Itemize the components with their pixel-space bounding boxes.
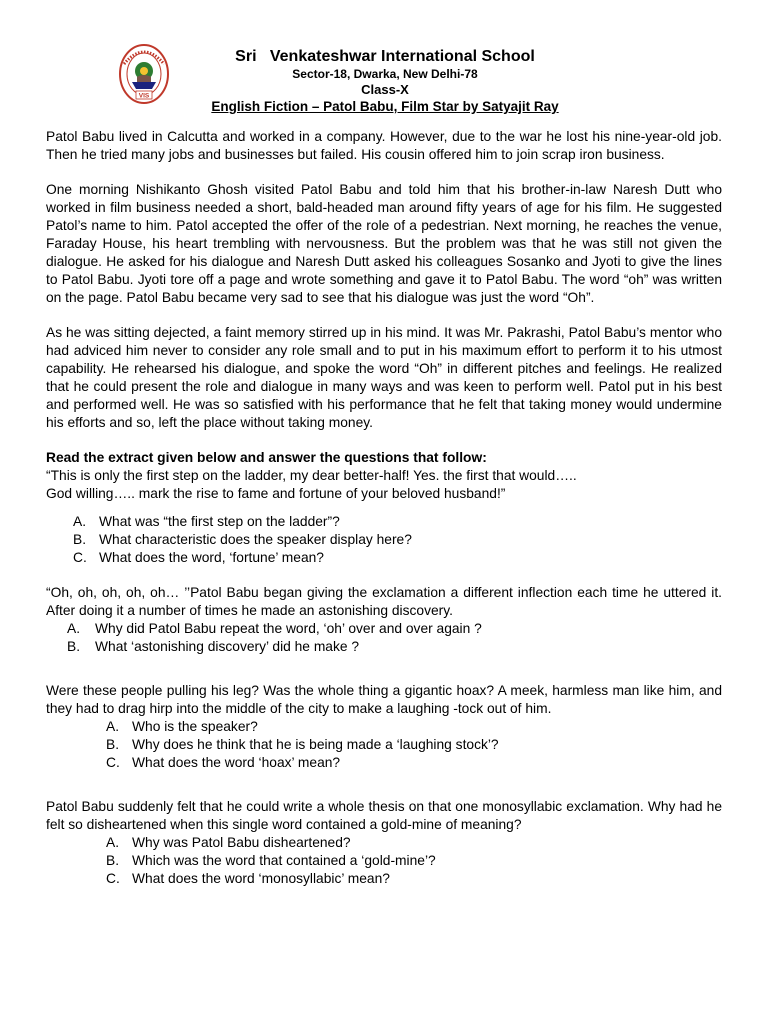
extract-3-text: Were these people pulling his leg? Was the whole thing a gigantic hoax? A meek, harmless man like him, and they had to drag hirp into the middle of the city to make a laughing -tock out of him. xyxy=(46,683,722,716)
extract-1 xyxy=(46,467,722,567)
question-text: What characteristic does the speaker display here? xyxy=(99,532,412,547)
question-item xyxy=(106,852,722,870)
extract-4 xyxy=(46,798,722,888)
question-text: Which was the word that contained a ‘gold-mine’? xyxy=(132,853,436,868)
extract-2-text: “Oh, oh, oh, oh, oh… ’’Patol Babu began giving the exclamation a different inflection each time he uttered it. After doing it a number of times he made an astonishing discovery. xyxy=(46,585,722,618)
extract-4-questions xyxy=(46,834,722,888)
summary-paragraph-3: As he was sitting dejected, a faint memory stirred up in his mind. It was Mr. Pakrashi, Patol Babu’s mentor who had adviced him never to consider any role small and to put in his maximum effort to perform it to his utmost capability. He rehearsed his dialogue, and spoke the word “Oh” in different pitches and feelings. He realized that he could present the role and dialogue in many ways and was keen to perform well. Patol put in his best and performed well. He was so satisfied with his performance that he felt that taking money would undermine his efforts and so, left the place without taking money. xyxy=(46,325,722,430)
question-text: What does the word ‘hoax’ mean? xyxy=(132,755,341,770)
question-item xyxy=(106,870,722,888)
question-item xyxy=(106,718,722,736)
question-text: What does the word ‘monosyllabic’ mean? xyxy=(132,871,390,886)
extract-1-questions xyxy=(46,513,722,567)
extract-4-text: Patol Babu suddenly felt that he could write a whole thesis on that one monosyllabic exclamation. Why had he felt so disheartened when this single word contained a gold-mine of meaning? xyxy=(46,799,722,832)
question-letter: A. xyxy=(106,835,120,850)
question-text: Why did Patol Babu repeat the word, ‘oh’ over and over again ? xyxy=(95,621,482,636)
question-item xyxy=(73,531,722,549)
school-address: Sector-18, Dwarka, New Delhi-78 xyxy=(292,67,478,81)
school-name: Sri Venkateshwar International School xyxy=(235,48,535,65)
question-letter: B. xyxy=(67,639,81,654)
question-item xyxy=(106,834,722,852)
question-item xyxy=(106,754,722,772)
question-letter: A. xyxy=(67,621,81,636)
question-text: What does the word, ‘fortune’ mean? xyxy=(99,550,324,565)
extract-2 xyxy=(46,584,722,656)
class-label: Class-X xyxy=(361,82,409,97)
extract-3-questions xyxy=(46,718,722,772)
instruction-heading: Read the extract given below and answer the questions that follow: xyxy=(46,450,487,465)
page-header xyxy=(180,47,590,115)
summary-paragraph-2: One morning Nishikanto Ghosh visited Patol Babu and told him that his brother-in-law Naresh Dutt who worked in film business needed a short, bald-headed man around fifty years of age for his film. He suggested Patol’s name to him. Patol accepted the offer of the role of a pedestrian. Next morning, he reaches the venue, Faraday House, his heart trembling with nervousness. But the problem was that he was still not given the dialogue. He asked for his dialogue and Naresh Dutt asked his colleagues Sosanko and Jyoti to give the lines to Patol Babu. Jyoti tore off a page and wrote something and gave it to Patol Babu. The word “oh” was written on the page. Patol Babu became very sad to see that his dialogue was just the word “Oh”. xyxy=(46,182,722,305)
extract-3 xyxy=(46,682,722,772)
question-item xyxy=(67,620,722,638)
question-item xyxy=(73,549,722,567)
question-letter: B. xyxy=(106,737,120,752)
extract-1-line-1: “This is only the first step on the ladder, my dear better-half! Yes. the first that would….. xyxy=(46,468,577,483)
summary-paragraph-1: Patol Babu lived in Calcutta and worked in a company. However, due to the war he lost his nine-year-old job. Then he tried many jobs and businesses but failed. His cousin offered him to join scrap iron business. xyxy=(46,129,722,162)
question-text: Who is the speaker? xyxy=(132,719,258,734)
question-letter: C. xyxy=(106,755,120,770)
question-item xyxy=(73,513,722,531)
worksheet-content xyxy=(46,128,722,888)
extract-2-questions xyxy=(46,620,722,656)
question-letter: C. xyxy=(106,871,120,886)
question-letter: C. xyxy=(73,550,87,565)
question-item xyxy=(67,638,722,656)
question-letter: A. xyxy=(73,514,87,529)
question-text: What was “the first step on the ladder”? xyxy=(99,514,340,529)
question-letter: A. xyxy=(106,719,120,734)
extract-1-line-2: God willing….. mark the rise to fame and fortune of your beloved husband!” xyxy=(46,486,506,501)
subject-title: English Fiction – Patol Babu, Film Star by Satyajit Ray xyxy=(211,99,559,114)
question-letter: B. xyxy=(73,532,87,547)
question-letter: B. xyxy=(106,853,120,868)
school-logo xyxy=(118,42,170,112)
question-text: What ‘astonishing discovery’ did he make ? xyxy=(95,639,360,654)
school-emblem-icon xyxy=(118,42,170,112)
logo-text: VIS xyxy=(138,92,150,100)
question-text: Why was Patol Babu disheartened? xyxy=(132,835,351,850)
question-item xyxy=(106,736,722,754)
question-text: Why does he think that he is being made a ‘laughing stock’? xyxy=(132,737,499,752)
